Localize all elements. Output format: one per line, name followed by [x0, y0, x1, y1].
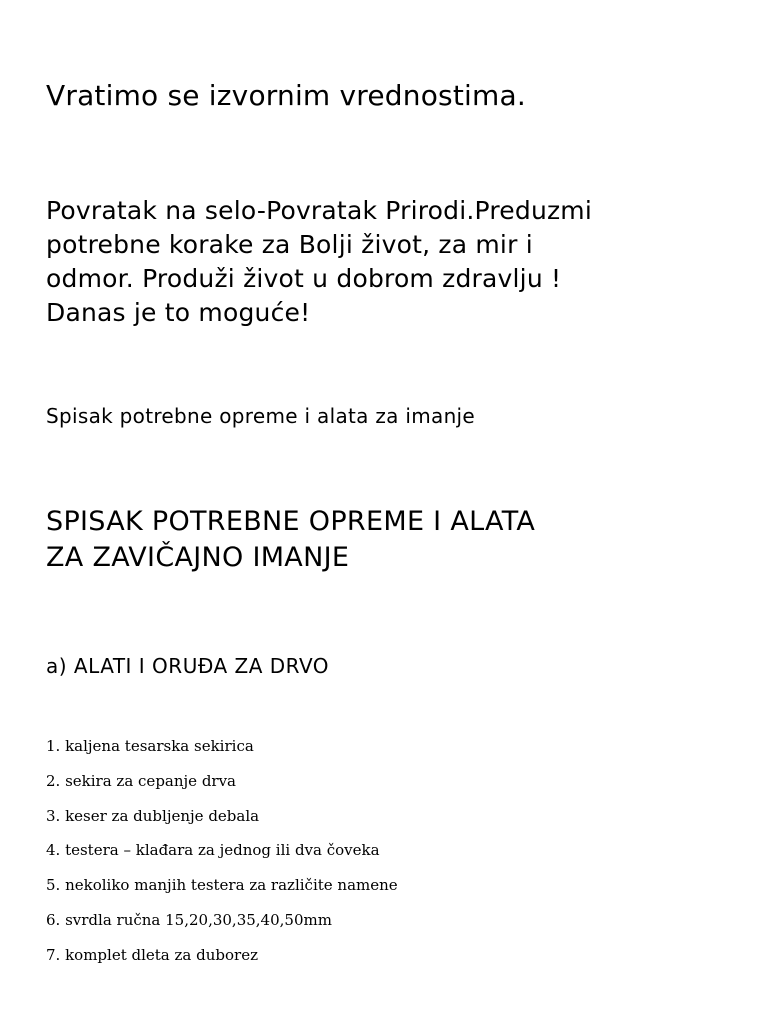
heading-line: SPISAK POTREBNE OPREME I ALATA — [46, 506, 536, 537]
tool-list-item: 7. komplet dleta za duborez — [46, 945, 258, 964]
intro-paragraph — [46, 194, 736, 330]
tool-list-item: 1. kaljena tesarska sekirica — [46, 737, 254, 755]
tool-list-item: 4. testera – klađara za jednog ili dva čoveka — [46, 841, 380, 860]
intro-line: odmor. Produži život u dobrom zdravlju ! — [46, 264, 562, 293]
equipment-subtitle: Spisak potrebne opreme i alata za imanje — [46, 404, 476, 428]
equipment-heading — [46, 504, 726, 576]
document-title: Vratimo se izvornim vrednostima. — [46, 79, 526, 112]
tool-list-item: 3. keser za dubljenje debala — [46, 806, 260, 825]
tool-list-item: 2. sekira za cepanje drva — [46, 771, 237, 790]
tool-list-item: 5. nekoliko manjih testera za različite namene — [46, 876, 398, 895]
intro-line: Danas je to moguće! — [46, 298, 311, 327]
intro-line: Povratak na selo-Povratak Prirodi.Preduzmi — [46, 196, 593, 225]
intro-line: potrebne korake za Bolji život, za mir i — [46, 230, 533, 259]
tool-list-item: 6. svrdla ručna 15,20,30,35,40,50mm — [46, 910, 332, 929]
wood-tools-section-title: a) ALATI I ORUĐA ZA DRVO — [46, 654, 330, 678]
wood-tools-list — [46, 734, 398, 978]
heading-line: ZA ZAVIČAJNO IMANJE — [46, 542, 350, 573]
